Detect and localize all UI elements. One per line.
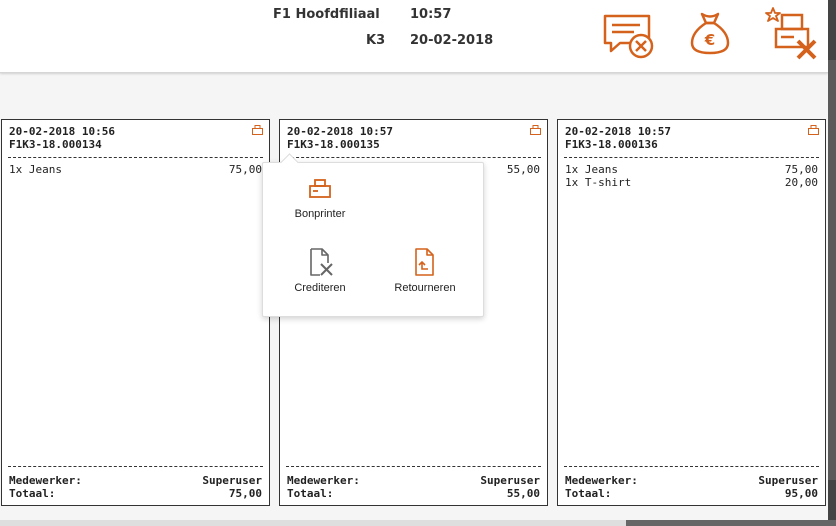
divider bbox=[8, 466, 263, 467]
total-label: Totaal: bbox=[565, 487, 612, 500]
top-header bbox=[0, 0, 828, 73]
employee-label: Medewerker: bbox=[287, 474, 360, 487]
employee-label: Medewerker: bbox=[565, 474, 638, 487]
print-button[interactable] bbox=[530, 125, 541, 138]
item-description: 1x T-shirt bbox=[565, 176, 632, 189]
divider bbox=[286, 466, 541, 467]
cancel-receipt-icon bbox=[764, 7, 820, 61]
credit-document-icon bbox=[305, 247, 335, 277]
current-time: 10:57 bbox=[410, 7, 452, 22]
total-label: Totaal: bbox=[9, 487, 56, 500]
print-button[interactable] bbox=[808, 125, 819, 138]
list-item bbox=[565, 176, 818, 189]
retourneren-button[interactable] bbox=[385, 247, 465, 294]
item-amount: 20,00 bbox=[784, 176, 818, 189]
bonprinter-button[interactable] bbox=[285, 179, 355, 220]
total-label: Totaal: bbox=[287, 487, 334, 500]
item-amount: 75,00 bbox=[228, 163, 262, 176]
branch-name: F1 Hoofdfiliaal bbox=[273, 7, 380, 22]
divider bbox=[8, 157, 263, 158]
receipt-lines bbox=[565, 163, 818, 189]
employee-label: Medewerker: bbox=[9, 474, 82, 487]
receipt-datetime: 20-02-2018 10:57 bbox=[565, 125, 671, 138]
receipt-card[interactable] bbox=[1, 119, 270, 506]
list-item bbox=[9, 163, 262, 176]
list-item bbox=[565, 163, 818, 176]
printer-icon bbox=[308, 179, 332, 199]
receipt-lines bbox=[9, 163, 262, 176]
cancel-message-button[interactable] bbox=[602, 13, 656, 61]
horizontal-scrollbar[interactable] bbox=[0, 520, 836, 526]
total-amount: 55,00 bbox=[506, 487, 540, 500]
total-amount: 75,00 bbox=[228, 487, 262, 500]
item-amount: 75,00 bbox=[784, 163, 818, 176]
total-amount: 95,00 bbox=[784, 487, 818, 500]
receipt-datetime: 20-02-2018 10:57 bbox=[287, 125, 393, 138]
crediteren-button[interactable] bbox=[285, 247, 355, 294]
vertical-scrollbar-thumb[interactable] bbox=[828, 60, 836, 480]
receipt-actions-popup bbox=[262, 162, 484, 317]
print-button[interactable] bbox=[252, 125, 263, 138]
item-description: 1x Jeans bbox=[9, 163, 62, 176]
cash-button[interactable] bbox=[688, 10, 732, 56]
register-id: K3 bbox=[366, 33, 386, 48]
cancel-receipt-button[interactable] bbox=[764, 7, 820, 61]
receipt-card[interactable] bbox=[557, 119, 826, 506]
printer-icon bbox=[808, 125, 819, 135]
divider bbox=[564, 466, 819, 467]
bonprinter-label: Bonprinter bbox=[294, 208, 346, 220]
employee-name: Superuser bbox=[758, 474, 818, 487]
current-date: 20-02-2018 bbox=[410, 33, 494, 48]
printer-icon bbox=[530, 125, 541, 135]
employee-name: Superuser bbox=[480, 474, 540, 487]
cancel-message-icon bbox=[602, 13, 656, 61]
receipt-datetime: 20-02-2018 10:56 bbox=[9, 125, 115, 138]
crediteren-label: Crediteren bbox=[294, 282, 346, 294]
receipt-number: F1K3-18.000136 bbox=[565, 138, 658, 151]
employee-name: Superuser bbox=[202, 474, 262, 487]
item-description: 1x Jeans bbox=[565, 163, 618, 176]
svg-text:€: € bbox=[704, 31, 716, 49]
return-document-icon bbox=[410, 247, 440, 277]
money-bag-icon bbox=[688, 10, 732, 56]
divider bbox=[564, 157, 819, 158]
retourneren-label: Retourneren bbox=[394, 282, 456, 294]
receipt-number: F1K3-18.000135 bbox=[287, 138, 380, 151]
divider bbox=[286, 157, 541, 158]
receipt-number: F1K3-18.000134 bbox=[9, 138, 102, 151]
printer-icon bbox=[252, 125, 263, 135]
item-amount: 55,00 bbox=[506, 163, 540, 176]
horizontal-scrollbar-thumb[interactable] bbox=[626, 520, 836, 526]
